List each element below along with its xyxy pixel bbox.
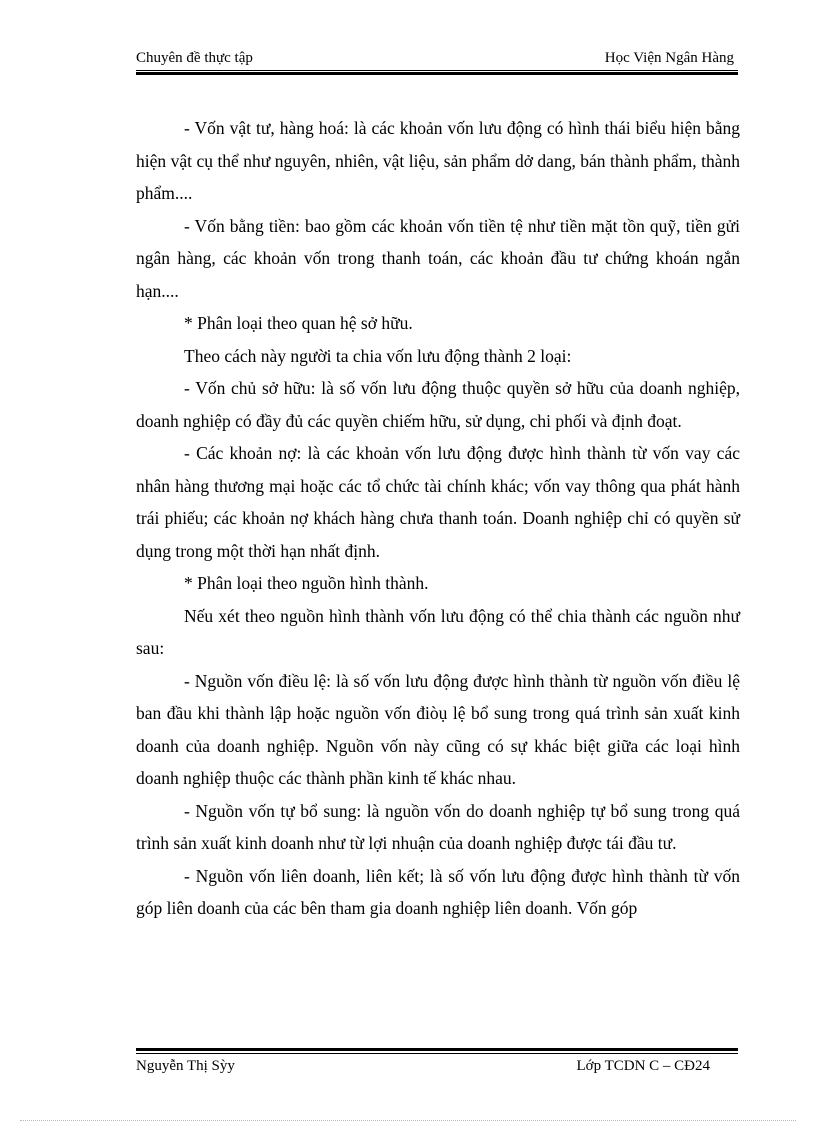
body-text [136,112,740,925]
paragraph-heading-nguon-hinh-thanh: * Phân loại theo nguồn hình thành. [184,573,429,593]
header-rule-thin [136,70,738,71]
page-footer [136,1058,734,1078]
page-edge-divider [20,1120,796,1121]
header-document-type: Chuyên đề thực tập [136,50,253,66]
footer-rule-thin [136,1053,738,1054]
paragraph-cac-khoan-no: - Các khoản nợ: là các khoản vốn lưu động được hình thành từ vốn vay các nhân hàng thương mại hoặc các tổ chức tài chính khác; vốn vay thông qua phát hành trái phiếu; các khoản nợ khách hàng chưa thanh toán. Doanh nghiệp chỉ có quyền sử dụng trong một thời hạn nhất định. [136,443,740,561]
paragraph-von-chu-so-huu: - Vốn chủ sở hữu: là số vốn lưu động thuộc quyền sở hữu của doanh nghiệp, doanh nghiệp có đầy đủ các quyền chiếm hữu, sử dụng, chi phối và định đoạt. [136,378,740,431]
paragraph-nguon-von-tu-bo-sung: - Nguồn vốn tự bổ sung: là nguồn vốn do doanh nghiệp tự bổ sung trong quá trình sản xuất kinh doanh như từ lợi nhuận của doanh nghiệp được tái đầu tư. [136,800,740,853]
paragraph-von-bang-tien: - Vốn bằng tiền: bao gồm các khoản vốn tiền tệ như tiền mặt tồn quỹ, tiền gửi ngân hàng, các khoản vốn trong thanh toán, các khoản đầu tư chứng khoán ngắn hạn.... [136,215,740,301]
paragraph-neu-xet: Nếu xét theo nguồn hình thành vốn lưu động có thể chia thành các nguồn như sau: [136,605,740,658]
footer-rule-thick [136,1048,738,1051]
header-institution: Học Viện Ngân Hàng [604,50,734,66]
paragraph-von-vat-tu: - Vốn vật tư, hàng hoá: là các khoản vốn lưu động có hình thái biểu hiện bằng hiện vật cụ thể như nguyên, nhiên, vật liệu, sản phẩm dở dang, bán thành phẩm, thành phẩm.... [136,118,740,203]
paragraph-nguon-von-lien-doanh: - Nguồn vốn liên doanh, liên kết; là số vốn lưu động được hình thành từ vốn góp liên doanh của các bên tham gia doanh nghiệp liên doanh. Vốn góp [136,865,740,918]
footer-author: Nguyễn Thị Sỳy [136,1058,235,1074]
paragraph-nguon-von-dieu-le: - Nguồn vốn điều lệ: là số vốn lưu động được hình thành từ nguồn vốn điều lệ ban đầu khi thành lập hoặc nguồn vốn điòụ lệ bổ sung trong quá trình sản xuất kinh doanh của doanh nghiệp. Nguồn vốn này cũng có sự khác biệt giữa các loại hình doanh nghiệp thuộc các thành phần kinh tế khác nhau. [136,670,740,788]
footer-class: Lớp TCDN C – CĐ24 [576,1058,710,1074]
paragraph-heading-so-huu: * Phân loại theo quan hệ sở hữu. [184,313,413,333]
header-rule-thick [136,72,738,75]
paragraph-theo-cach-nay: Theo cách này người ta chia vốn lưu động thành 2 loại: [184,345,572,366]
page-header [136,50,734,70]
